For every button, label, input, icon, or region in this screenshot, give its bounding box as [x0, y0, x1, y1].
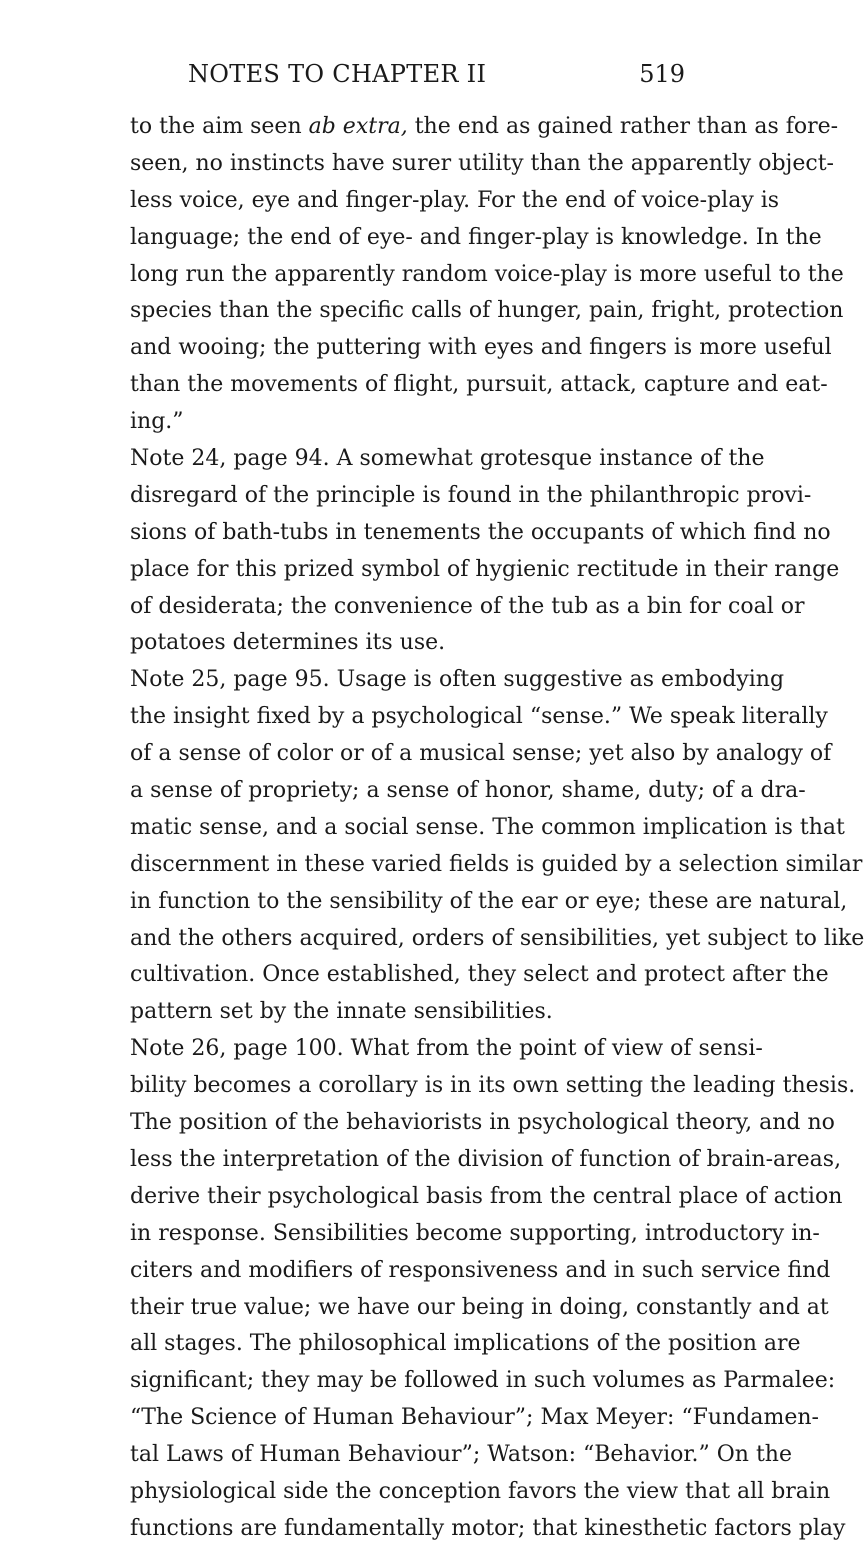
text-line: [130, 699, 828, 736]
text-segment: than the movements of flight, pursuit, attack, capture and eat-: [130, 372, 828, 398]
text-line: [130, 1290, 829, 1327]
text-segment: pattern set by the innate sensibilities.: [130, 999, 553, 1025]
page-number: 519: [639, 60, 685, 88]
body-text: [130, 109, 864, 1548]
text-line: [130, 810, 845, 847]
text-segment: tal Laws of Human Behaviour”; Watson: “Behavior.” On the: [130, 1442, 792, 1468]
text-segment: of a sense of color or of a musical sense; yet also by analogy of: [130, 741, 832, 767]
text-segment: matic sense, and a social sense. The common implication is that: [130, 814, 845, 840]
italic-phrase: ab extra,: [308, 114, 408, 139]
text-segment: the end as gained rather than as fore-: [407, 114, 839, 139]
text-segment: less the interpretation of the division of function of brain-areas,: [130, 1146, 842, 1172]
text-segment: a sense of propriety; a sense of honor, shame, duty; of a dra-: [130, 778, 806, 804]
running-head: NOTES TO CHAPTER II: [188, 60, 487, 88]
text-segment: significant; they may be followed in such volumes as Parmalee:: [130, 1368, 836, 1394]
text-line: [130, 220, 822, 257]
text-segment: place for this prized symbol of hygienic rectitude in their range: [130, 556, 840, 582]
text-segment: ing.”: [130, 409, 184, 435]
text-segment: discernment in these varied fields is guided by a selection similar: [130, 851, 863, 877]
text-line: [130, 441, 765, 478]
text-line: [130, 1400, 819, 1437]
text-line: [130, 1511, 846, 1548]
text-segment: Note 26, page 100. What from the point of view of sensi-: [130, 1036, 763, 1062]
text-segment: disregard of the principle is found in the philanthropic provi-: [130, 482, 812, 508]
text-segment: citers and modifiers of responsiveness and in such service find: [130, 1257, 831, 1283]
text-segment: derive their psychological basis from the central place of action: [130, 1183, 843, 1209]
text-segment: physiological side the conception favors the view that all brain: [130, 1478, 831, 1504]
text-line: [130, 589, 805, 626]
text-line: [130, 183, 780, 220]
text-line: [130, 293, 844, 330]
text-segment: sions of bath-tubs in tenements the occupants of which find no: [130, 519, 831, 545]
text-line: [130, 1216, 820, 1253]
text-line: [130, 367, 828, 404]
text-line: [130, 736, 832, 773]
text-line: [130, 257, 844, 294]
text-line: [130, 1474, 831, 1511]
text-line: [130, 404, 686, 441]
text-segment: species than the specific calls of hunger, pain, fright, protection: [130, 298, 844, 324]
text-line: [130, 773, 806, 810]
text-segment: and the others acquired, orders of sensibilities, yet subject to like: [130, 925, 864, 951]
text-segment: “The Science of Human Behaviour”; Max Meyer: “Fundamen-: [130, 1405, 819, 1431]
text-segment: all stages. The philosophical implications of the position are: [130, 1331, 801, 1357]
text-line: [130, 515, 831, 552]
text-line: [130, 921, 864, 958]
text-line: [130, 625, 686, 662]
text-line: [130, 478, 812, 515]
text-segment: potatoes determines its use.: [130, 630, 446, 656]
text-segment: Note 25, page 95. Usage is often suggestive as embodying: [130, 667, 785, 693]
text-segment: functions are fundamentally motor; that kinesthetic factors play: [130, 1515, 846, 1541]
text-line: [130, 847, 863, 884]
text-segment: to the aim seen: [130, 114, 309, 139]
text-segment: the insight fixed by a psychological “sense.” We speak literally: [130, 704, 828, 730]
text-line: [130, 146, 834, 183]
text-line: [130, 1363, 836, 1400]
text-segment: bility becomes a corollary is in its own setting the leading thesis.: [130, 1073, 856, 1099]
text-segment: and wooing; the puttering with eyes and fingers is more useful: [130, 335, 832, 361]
text-line: [130, 1253, 831, 1290]
text-segment: of desiderata; the convenience of the tub as a bin for coal or: [130, 593, 805, 619]
text-segment: cultivation. Once established, they select and protect after the: [130, 962, 829, 988]
text-segment: long run the apparently random voice-play is more useful to the: [130, 261, 844, 287]
text-line: [130, 1326, 801, 1363]
text-line: [130, 552, 840, 589]
text-segment: their true value; we have our being in doing, constantly and at: [130, 1294, 829, 1320]
text-line: [130, 994, 686, 1031]
text-line: [130, 1142, 842, 1179]
text-segment: in response. Sensibilities become supporting, introductory in-: [130, 1220, 820, 1246]
text-line: [130, 1031, 763, 1068]
text-line: [130, 109, 839, 146]
text-line: [130, 330, 832, 367]
text-line: [130, 662, 785, 699]
text-line: [130, 1068, 856, 1105]
text-segment: language; the end of eye- and finger-play is knowledge. In the: [130, 224, 822, 250]
text-line: [130, 1179, 843, 1216]
text-line: [130, 1105, 835, 1142]
text-segment: in function to the sensibility of the ear or eye; these are natural,: [130, 888, 848, 914]
text-line: [130, 1437, 792, 1474]
text-segment: seen, no instincts have surer utility than the apparently object-: [130, 150, 834, 176]
text-line: [130, 957, 829, 994]
text-segment: The position of the behaviorists in psychological theory, and no: [130, 1110, 835, 1136]
page-header: [130, 60, 685, 92]
text-segment: Note 24, page 94. A somewhat grotesque instance of the: [130, 446, 765, 472]
text-line: [130, 884, 848, 921]
text-segment: less voice, eye and finger-play. For the end of voice-play is: [130, 187, 780, 213]
